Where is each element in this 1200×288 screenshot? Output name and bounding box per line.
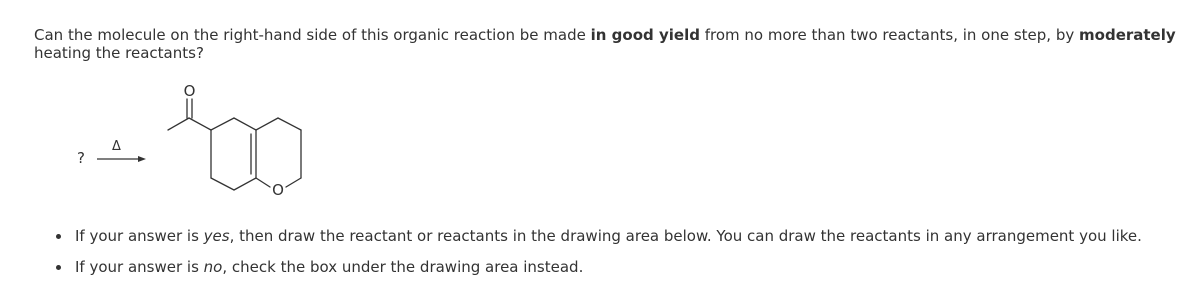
question-part-2: from no more than two reactants, in one step, by <box>699 26 1080 44</box>
question-part-3: heating the reactants? <box>34 44 204 62</box>
question-text <box>34 26 1184 62</box>
ketone-oxygen-label: O <box>183 82 196 100</box>
instruction-list <box>56 226 1142 288</box>
reactant-placeholder: ? <box>77 149 85 167</box>
reaction-scheme <box>60 76 360 206</box>
heat-condition-label: Δ <box>112 139 121 154</box>
ring-oxygen-label: O <box>272 181 284 199</box>
question-bold-moderately: moderately <box>1079 26 1176 44</box>
product-molecule <box>60 76 360 206</box>
instruction-no: If your answer is no, check the box under the drawing area instead. <box>56 257 1142 288</box>
question-bold-good-yield: in good yield <box>590 26 700 44</box>
question-part-1: Can the molecule on the right-hand side of this organic reaction be made <box>34 26 591 44</box>
instruction-yes: If your answer is yes, then draw the reactant or reactants in the drawing area below. You can draw the reactants in any arrangement you like. <box>56 226 1142 257</box>
